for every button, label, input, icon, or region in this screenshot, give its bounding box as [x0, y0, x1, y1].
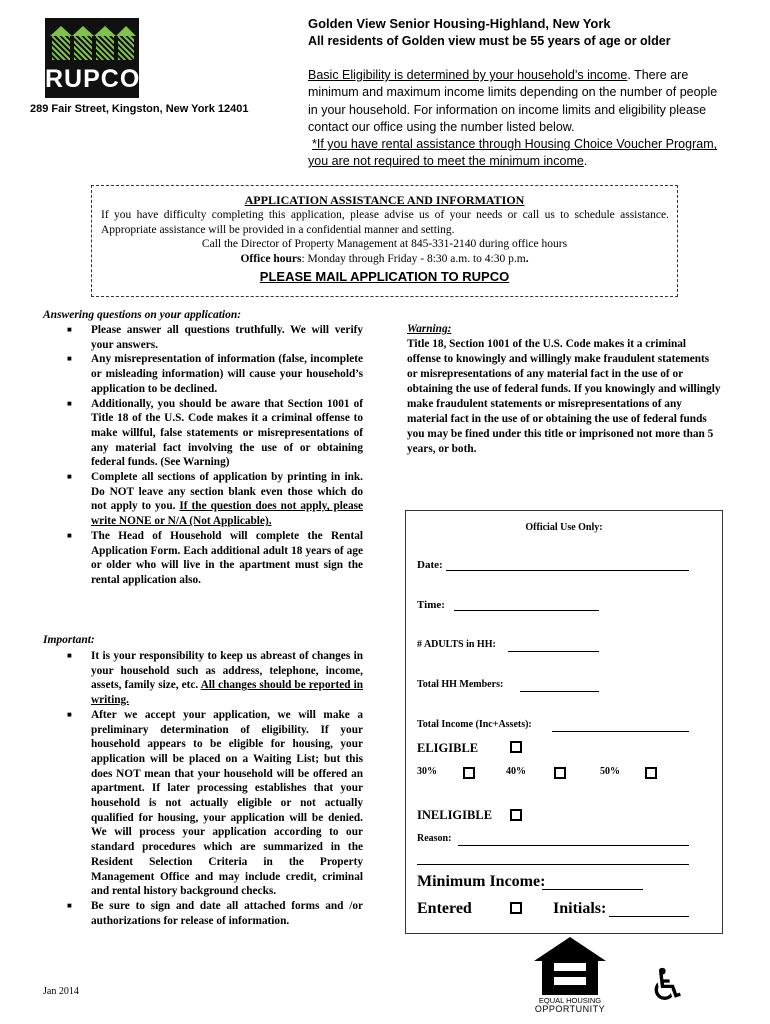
list-item-text: Be sure to sign and date all attached forms and /or authorizations for release of information. [91, 899, 363, 927]
warning-heading: Warning: [407, 323, 452, 335]
wheelchair-accessible-icon: ♿ [648, 960, 688, 1011]
warning-block [407, 322, 721, 457]
house-icon [50, 26, 72, 60]
list-item-text: Any misrepresentation of information (false, incomplete or misleading information) will cause your household’s application to be declined. [91, 353, 363, 395]
eligibility-paragraph [308, 67, 728, 171]
list-item-text: The Head of Household will complete the Rental Application Form. Each additional adult 18 years of age or older who will live in the apartment must sign the rental application also. [91, 529, 363, 586]
date-label: Date: [417, 559, 443, 571]
house-icon [116, 26, 136, 60]
list-item-text: Please answer all questions truthfully. We will verify your answers. [91, 324, 363, 351]
list-item-underlined-text: If the question does not apply, please write NONE or N/A (Not Applicable). [91, 500, 363, 528]
adults-field[interactable] [508, 651, 599, 652]
official-use-heading: Official Use Only: [525, 522, 603, 533]
total-members-label: Total HH Members: [417, 679, 504, 690]
house-icon [94, 26, 116, 60]
bullet-icon: ■ [67, 354, 72, 364]
rupco-logo [45, 18, 139, 98]
list-item-text: Additionally, you should be aware that Section 1001 of Title 18 of the U.S. Code makes it a criminal offense to make willful, false statements or misrepresentations of any material fact involving the use of or obtaining federal funds. (See Warning) [91, 397, 363, 469]
list-item-text: Complete all sections of application by printing in ink. Do NOT leave any section blank even those which do not apply to you. [91, 471, 363, 513]
bullet-icon: ■ [67, 900, 72, 910]
bullet-icon: ■ [67, 709, 72, 719]
pct-30-checkbox[interactable] [463, 767, 475, 779]
pct-30-label: 30% [417, 766, 437, 777]
minimum-income-label: Minimum Income: [417, 873, 546, 890]
time-field[interactable] [454, 610, 599, 611]
list-item-text: It is your responsibility to keep us abreast of changes in your household such as address, telephone, income, assets, family size, etc. [91, 650, 363, 692]
list-item [67, 529, 363, 588]
total-income-label: Total Income (Inc+Assets): [417, 719, 532, 730]
list-item [67, 323, 363, 352]
bullet-icon: ■ [67, 651, 72, 660]
total-members-field[interactable] [520, 691, 599, 692]
important-list [67, 649, 364, 928]
office-hours [92, 253, 677, 265]
entered-label: Entered [417, 900, 472, 917]
page-title: Golden View Senior Housing-Highland, New York [308, 16, 611, 31]
initials-field[interactable] [609, 916, 689, 917]
pct-40-checkbox[interactable] [554, 767, 566, 779]
assistance-call: Call the Director of Property Management at 845-331-2140 during office hours [201, 238, 568, 250]
ineligible-label: INELIGIBLE [417, 808, 493, 822]
bullet-icon: ■ [67, 530, 72, 540]
bullet-icon: ■ [67, 398, 72, 408]
voucher-note-end: . [583, 154, 588, 169]
voucher-note-line1: *If you have rental assistance through Housing Choice Voucher Program, [312, 137, 718, 152]
page-subtitle: All residents of Golden view must be 55 years of age or older [308, 34, 671, 48]
reason-label: Reason: [417, 833, 452, 844]
adults-label: # ADULTS in HH: [417, 639, 496, 650]
eligible-checkbox[interactable] [510, 741, 522, 753]
eligibility-link-text: Basic Eligibility is determined by your household’s income [308, 68, 628, 82]
initials-label: Initials: [553, 900, 607, 917]
pct-40-label: 40% [506, 766, 526, 777]
official-use-box [405, 510, 723, 934]
minimum-income-field[interactable] [542, 889, 643, 890]
revision-date: Jan 2014 [43, 986, 79, 997]
equal-housing-house-icon [532, 935, 608, 997]
eligibility-text: . There are minimum and maximum income limits depending on the number of people in your household. For information on income limits and eligibility please contact our office using the number listed below. [308, 68, 718, 134]
important-heading: Important: [43, 634, 95, 646]
equal-housing-logo [532, 935, 608, 1020]
total-income-field[interactable] [552, 731, 689, 732]
eho-line2: OPPORTUNITY [534, 1004, 606, 1014]
list-item-text: After we accept your application, we will make a preliminary determination of eligibility. If your household appears to be eligible for housing, your application will be placed on a Waiting List; but this does NOT mean that your household will be offered an apartment. If later processing establishes that your household is not actually eligible or not actually qualified for housing, your application will be denied. We will process your application according to our standard procedures which are summarized in the Resident Selection Criteria in the Property Management Office and may include credit, criminal and rental history background checks. [91, 708, 363, 898]
pct-50-checkbox[interactable] [645, 767, 657, 779]
list-item [67, 352, 363, 396]
assistance-heading: APPLICATION ASSISTANCE AND INFORMATION [244, 193, 525, 207]
office-hours-label: Office hours [240, 253, 302, 265]
list-item-underlined-text: All changes should be reported in writing. [91, 679, 364, 707]
house-icon [72, 26, 94, 60]
answering-list [67, 323, 363, 588]
list-item [67, 470, 363, 529]
eligible-label: ELIGIBLE [417, 741, 479, 755]
logo-text: RUPCO [45, 65, 141, 93]
reason-field[interactable] [458, 845, 689, 846]
time-label: Time: [417, 599, 445, 611]
list-item [67, 649, 364, 708]
list-item [67, 708, 363, 899]
date-field[interactable] [446, 570, 689, 571]
address: 289 Fair Street, Kingston, New York 12401 [30, 103, 249, 115]
equal-housing-text [532, 997, 608, 1013]
mail-instruction: PLEASE MAIL APPLICATION TO RUPCO [259, 269, 510, 284]
office-hours-end: . [525, 253, 529, 265]
assistance-box [91, 185, 678, 297]
assistance-body: If you have difficulty completing this application, please advise us of your needs or call us to schedule assistance. Appropriate assistance will be provided in a confidential manner and setting. [101, 209, 669, 236]
voucher-note-line2: you are not required to meet the minimum income [308, 154, 584, 169]
office-hours-value: : Monday through Friday - 8:30 a.m. to 4:30 p.m [301, 253, 526, 265]
eho-line1: EQUAL HOUSING [538, 996, 602, 1005]
answering-heading: Answering questions on your application: [43, 309, 242, 321]
list-item [67, 899, 363, 928]
bullet-icon: ■ [67, 472, 72, 482]
entered-checkbox[interactable] [510, 902, 522, 914]
reason-field-line2[interactable] [417, 864, 689, 865]
warning-body: Title 18, Section 1001 of the U.S. Code makes it a criminal offense to knowingly and willingly make fraudulent statements or misrepresentations of any material fact in the use of or obtaining the use of federal funds. If you knowingly and willingly make fraudulent statements or misrepresentations of any material fact in the use of or obtaining the use of federal funds you may be fined under this title or imprisoned not more than 5 years, or both. [407, 338, 721, 455]
bullet-icon: ■ [67, 325, 72, 334]
list-item [67, 397, 363, 471]
pct-50-label: 50% [600, 766, 620, 777]
ineligible-checkbox[interactable] [510, 809, 522, 821]
